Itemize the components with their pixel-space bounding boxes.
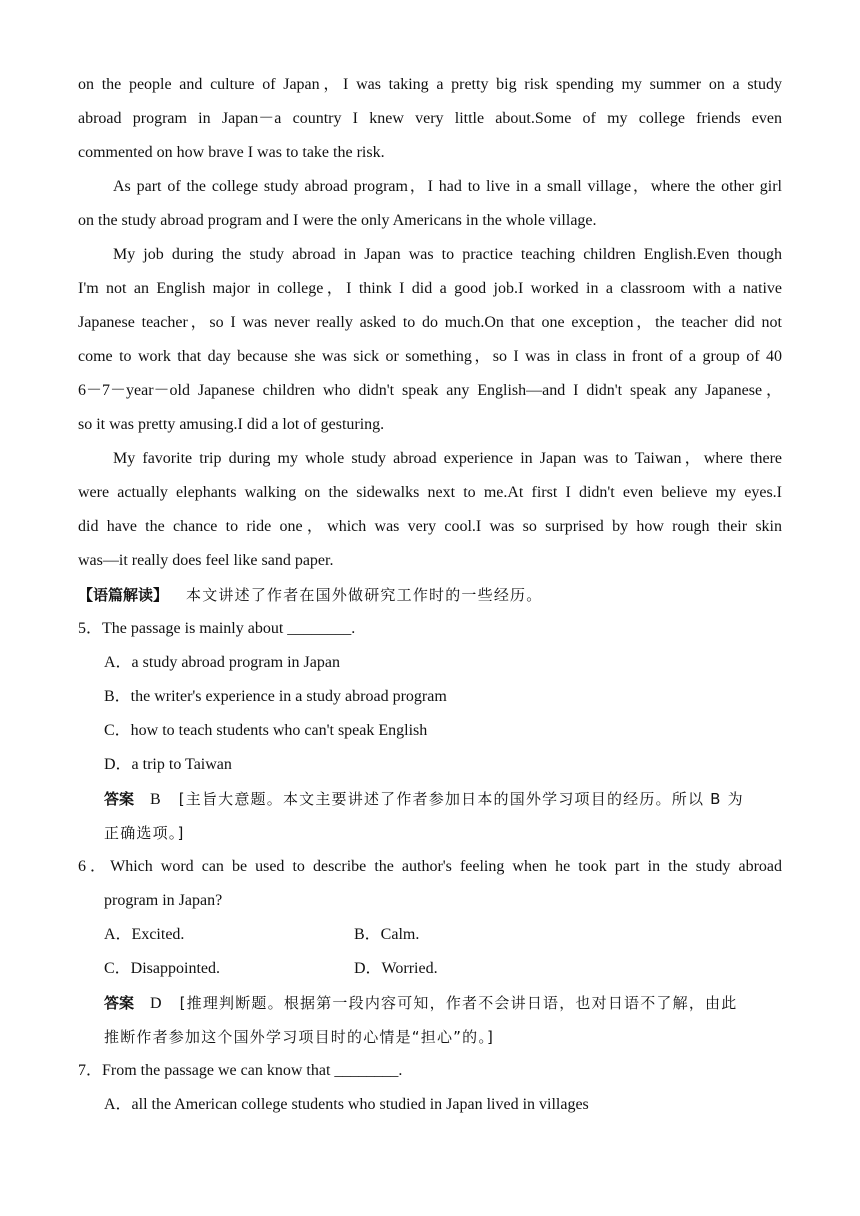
- answer-explanation: [推理判断题。根据第一段内容可知，作者不会讲日语，也对日语不了解，由此: [179, 994, 738, 1012]
- option-d: D．a trip to Taiwan: [104, 756, 232, 773]
- text-line: My favorite trip during my whole study abroad experience in Japan was to Taiwan，where there: [113, 450, 782, 467]
- answer-explanation: [主旨大意题。本文主要讲述了作者参加日本的国外学习项目的经历。所以 B 为: [178, 790, 744, 808]
- analysis-label: 【语篇解读】: [78, 586, 169, 604]
- answer-line: [78, 986, 782, 1020]
- options-row: [78, 918, 782, 952]
- option-a: A．all the American college students who studied in Japan lived in villages: [104, 1096, 589, 1113]
- text-line: abroad program in Japan－a country I knew very little about.Some of my college friends even: [78, 110, 782, 127]
- question-stem: 6．Which word can be used to describe the author's feeling when he took part in the study abroad: [78, 858, 782, 875]
- options-row: [78, 952, 782, 986]
- question-stem: 7．From the passage we can know that ________.: [78, 1062, 403, 1079]
- answer-line: [78, 782, 782, 816]
- paragraph-2: [78, 170, 782, 238]
- answer-explanation: 正确选项。]: [104, 824, 185, 842]
- text-line: 6－7－year－old Japanese children who didn't speak any English—and I didn't speak any Japanese，: [78, 382, 782, 399]
- answer-label: 答案: [104, 790, 135, 808]
- text-line: commented on how brave I was to take the risk.: [78, 144, 385, 161]
- text-line: were actually elephants walking on the sidewalks next to me.At first I didn't even believe my eyes.I: [78, 484, 782, 501]
- text-line: Japanese teacher，so I was never really asked to do much.On that one exception，the teacher did not: [78, 314, 782, 331]
- question-stem: 5．The passage is mainly about ________.: [78, 620, 356, 637]
- text-line: on the study abroad program and I were the only Americans in the whole village.: [78, 212, 597, 229]
- option-b: B．the writer's experience in a study abroad program: [104, 688, 447, 705]
- paragraph-1: [78, 68, 782, 170]
- option-b: B．Calm.: [354, 926, 420, 943]
- text-line: come to work that day because she was sick or something，so I was in class in front of a group of 40: [78, 348, 782, 365]
- option-a: A．Excited.: [104, 926, 185, 943]
- option-c: C．how to teach students who can't speak English: [104, 722, 428, 739]
- paragraph-3: [78, 238, 782, 442]
- option-a: A．a study abroad program in Japan: [104, 654, 340, 671]
- question-5: [78, 612, 782, 850]
- answer-letter: D: [150, 995, 162, 1012]
- text-line: As part of the college study abroad program，I had to live in a small village，where the other girl: [113, 178, 782, 195]
- question-6: [78, 850, 782, 1054]
- text-line: so it was pretty amusing.I did a lot of gesturing.: [78, 416, 385, 433]
- paragraph-4: [78, 442, 782, 578]
- answer-label: 答案: [104, 994, 135, 1012]
- text-line: on the people and culture of Japan，I was taking a pretty big risk spending my summer on a study: [78, 76, 782, 93]
- text-line: I'm not an English major in college，I think I did a good job.I worked in a classroom with a native: [78, 280, 782, 297]
- question-stem: program in Japan?: [104, 892, 223, 909]
- text-line: My job during the study abroad in Japan was to practice teaching children English.Even though: [113, 246, 782, 263]
- text-line: did have the chance to ride one，which was very cool.I was so surprised by how rough their skin: [78, 518, 782, 535]
- answer-explanation: 推断作者参加这个国外学习项目时的心情是“担心”的。]: [104, 1028, 495, 1046]
- text-line: was—it really does feel like sand paper.: [78, 552, 334, 569]
- analysis-text: 本文讲述了作者在国外做研究工作时的一些经历。: [186, 586, 543, 604]
- passage-analysis: [78, 578, 782, 612]
- option-c: C．Disappointed.: [104, 960, 220, 977]
- question-7: [78, 1054, 782, 1122]
- option-d: D．Worried.: [354, 960, 438, 977]
- answer-letter: B: [150, 791, 161, 808]
- document-page: [78, 68, 782, 1122]
